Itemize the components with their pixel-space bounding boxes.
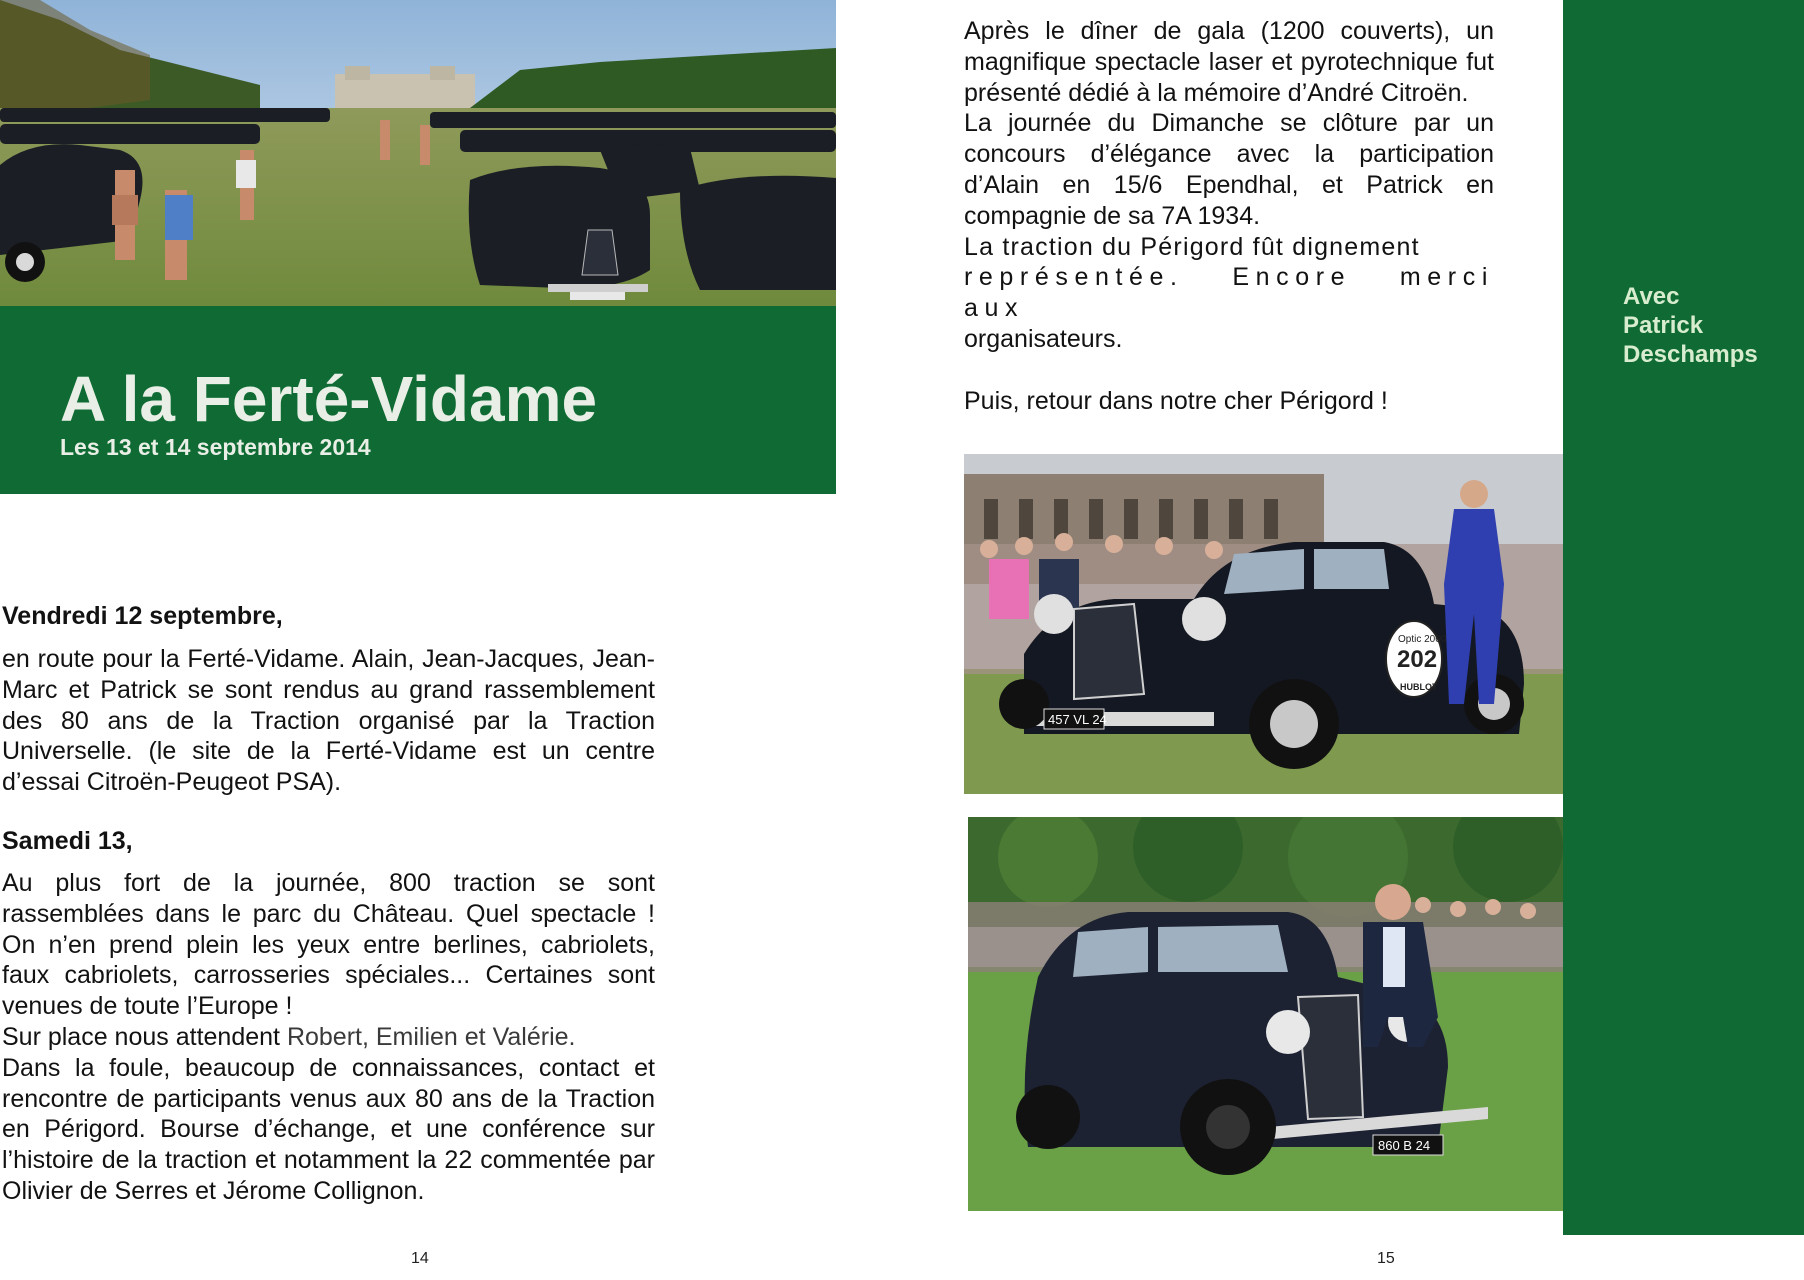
- saturday-text-3: Dans la foule, beaucoup de connaissances, contact et rencontre de participants venus aux 80 ans de la Traction en Périgord. Bourse d’échange, et une conférence sur l’histoire de la traction et notamment la 22 commentée par Olivier de Serres et Jérome Collignon.: [2, 1053, 655, 1205]
- page-number-right: 15: [1377, 1250, 1395, 1267]
- photo-traction-alain: [968, 817, 1563, 1211]
- perigord-line-3: organisateurs.: [964, 324, 1123, 353]
- plate-2: 860 B 24: [1378, 1138, 1431, 1153]
- title-banner: [0, 306, 836, 494]
- photo-rally-parc: [0, 0, 836, 306]
- saturday-paragraph: [2, 868, 655, 1207]
- friday-heading: Vendredi 12 septembre,: [2, 602, 283, 630]
- perigord-line-2: représentée. Encore merci aux: [964, 263, 1494, 323]
- plate-1: 457 VL 24: [1048, 712, 1107, 727]
- saturday-names: Robert, Emilien et Valérie.: [286, 1022, 576, 1051]
- author-line-3: Deschamps: [1623, 341, 1758, 368]
- perigord-line-1: La traction du Périgord fût dignement: [964, 232, 1420, 261]
- return-paragraph: Puis, retour dans notre cher Périgord !: [964, 386, 1388, 415]
- author-credit: [1623, 282, 1758, 369]
- saturday-text-2: [2, 1022, 655, 1053]
- article-subtitle: Les 13 et 14 septembre 2014: [60, 434, 371, 460]
- friday-paragraph: [2, 644, 655, 798]
- saturday-text-2a: Sur place nous attendent: [2, 1022, 280, 1051]
- saturday-heading: Samedi 13,: [2, 827, 133, 855]
- green-sidebar: [1563, 0, 1804, 1235]
- rally-number: 202: [1397, 646, 1438, 673]
- friday-text: en route pour la Ferté-Vidame. Alain, Jean-Jacques, Jean-Marc et Patrick se sont rendus au grand rassemblement des 80 ans de la Traction organisé par la Traction Universelle. (le site de la Ferté-Vidame est un centre d’essai Citroën-Peugeot PSA).: [2, 645, 655, 797]
- saturday-text-1: Au plus fort de la journée, 800 traction se sont rassemblées dans le parc du Château. Quel spectacle ! On n’en prend plein les yeux entre berlines, cabriolets, faux cabriolets, carrosseries spéciales... Certaines sont venues de toute l’Europe !: [2, 869, 655, 1021]
- article-title: A la Ferté-Vidame: [60, 363, 598, 435]
- author-line-2: Patrick: [1623, 312, 1704, 339]
- gala-paragraph: Après le dîner de gala (1200 couverts), un magnifique spectacle laser et pyrotechnique fut présenté dédié à la mémoire d’André Citroën.: [964, 17, 1494, 107]
- right-paragraphs: [964, 16, 1494, 416]
- author-line-1: Avec: [1623, 283, 1680, 310]
- photo-concours-patrick: [964, 454, 1563, 794]
- rally-plate-top: Optic 2000: [1398, 634, 1447, 645]
- dimanche-paragraph: La journée du Dimanche se clôture par un concours d’élégance avec la participation d’Alain en 15/6 Ependhal, et Patrick en compagnie de sa 7A 1934.: [964, 109, 1494, 230]
- rally-plate-bottom: HUBLOT: [1400, 682, 1438, 692]
- page-number-left: 14: [411, 1250, 429, 1267]
